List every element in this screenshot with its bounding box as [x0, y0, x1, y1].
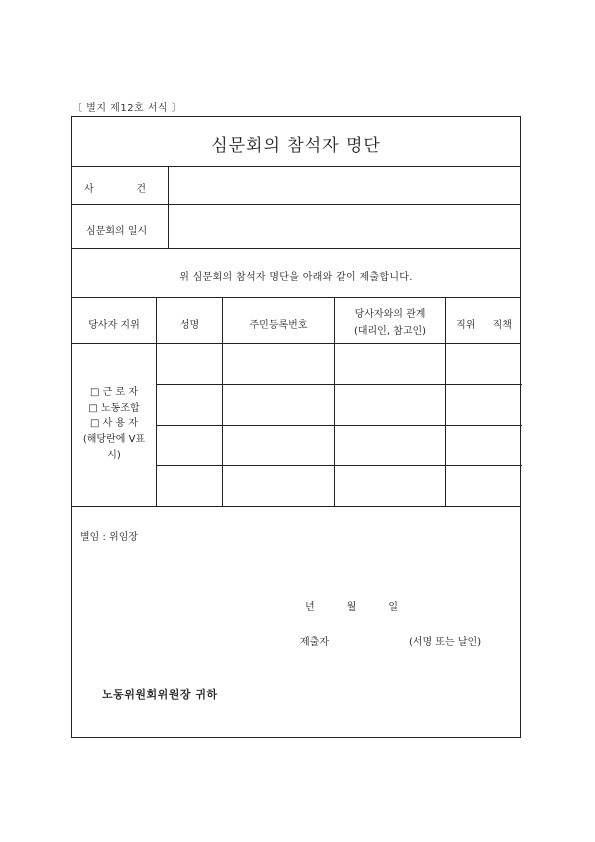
- case-label-char-2: 건: [136, 184, 146, 195]
- case-label: [84, 180, 160, 195]
- resident-number-cell-4[interactable]: [223, 466, 335, 506]
- party-note-line2: 시): [107, 450, 121, 461]
- meeting-date-label: 심문회의 일시: [86, 226, 148, 237]
- form-number-label: 〔 별지 제12호 서식 〕: [72, 103, 183, 114]
- signature-note: (서명 또는 날인): [409, 637, 482, 648]
- header-relation-line1: 당사자와의 관계: [354, 309, 426, 320]
- title-row: [72, 117, 520, 167]
- submitter-label: 제출자: [300, 637, 329, 648]
- party-option-union[interactable]: □ 노동조합: [88, 402, 140, 414]
- header-party-status: [72, 298, 157, 343]
- name-cell-4[interactable]: [157, 466, 223, 506]
- name-cell-1[interactable]: [157, 344, 223, 385]
- statement-text: 위 심문회의 참석자 명단을 아래와 같이 제출합니다.: [179, 272, 413, 283]
- resident-number-cell-1[interactable]: [223, 344, 335, 385]
- party-option-employer[interactable]: □ 사 용 자: [90, 418, 138, 429]
- header-relation-label: [335, 306, 445, 340]
- header-resident-number-label: 주민등록번호: [249, 320, 308, 331]
- case-field[interactable]: [169, 167, 520, 204]
- relation-cell-4[interactable]: [335, 466, 446, 506]
- case-label-char-1: 사: [84, 184, 94, 195]
- submission-year-label: 년: [305, 602, 315, 613]
- statement-row: [72, 249, 520, 298]
- submission-month-label: 월: [346, 602, 357, 613]
- header-name-label: 성명: [179, 320, 200, 331]
- relation-cell-2[interactable]: [335, 385, 446, 426]
- meeting-date-field[interactable]: [169, 205, 520, 248]
- header-position: [446, 298, 522, 343]
- position-cell-4[interactable]: [446, 466, 522, 506]
- relation-cell-1[interactable]: [335, 344, 446, 385]
- name-cell-3[interactable]: [157, 426, 223, 466]
- resident-number-cell-2[interactable]: [223, 385, 335, 426]
- relation-cell-3[interactable]: [335, 426, 446, 466]
- position-cell-2[interactable]: [446, 385, 522, 426]
- header-name: [157, 298, 223, 343]
- party-status-cell: [72, 344, 157, 506]
- attendee-list-form: [71, 116, 521, 738]
- party-note-line1: (해당란에 V표: [82, 434, 146, 445]
- page-title: 심문회의 참석자 명단: [211, 136, 381, 156]
- attachment-note: 별임 : 위임장: [80, 532, 139, 543]
- submission-day-label: 일: [388, 602, 399, 613]
- party-options: [72, 385, 156, 432]
- meeting-date-row: [72, 205, 520, 249]
- case-row: [72, 167, 520, 205]
- header-resident-number: [223, 298, 335, 343]
- submission-date: [305, 598, 398, 613]
- party-note: [74, 432, 154, 464]
- meeting-date-label-cell: [72, 205, 169, 248]
- header-relation: [335, 298, 446, 343]
- case-label-cell: [72, 167, 169, 204]
- position-cell-1[interactable]: [446, 344, 522, 385]
- name-cell-2[interactable]: [157, 385, 223, 426]
- addressee: 노동위원회위원장 귀하: [102, 688, 218, 701]
- attendee-table-body: [72, 344, 520, 507]
- party-option-worker[interactable]: □ 근 로 자: [90, 387, 138, 398]
- resident-number-cell-3[interactable]: [223, 426, 335, 466]
- header-relation-line2: (대리인, 참고인): [353, 326, 427, 337]
- header-position-label: 직위 직책: [456, 320, 512, 331]
- header-party-status-label: 당사자 지위: [88, 320, 140, 331]
- position-cell-3[interactable]: [446, 426, 522, 466]
- table-header-row: [72, 298, 520, 344]
